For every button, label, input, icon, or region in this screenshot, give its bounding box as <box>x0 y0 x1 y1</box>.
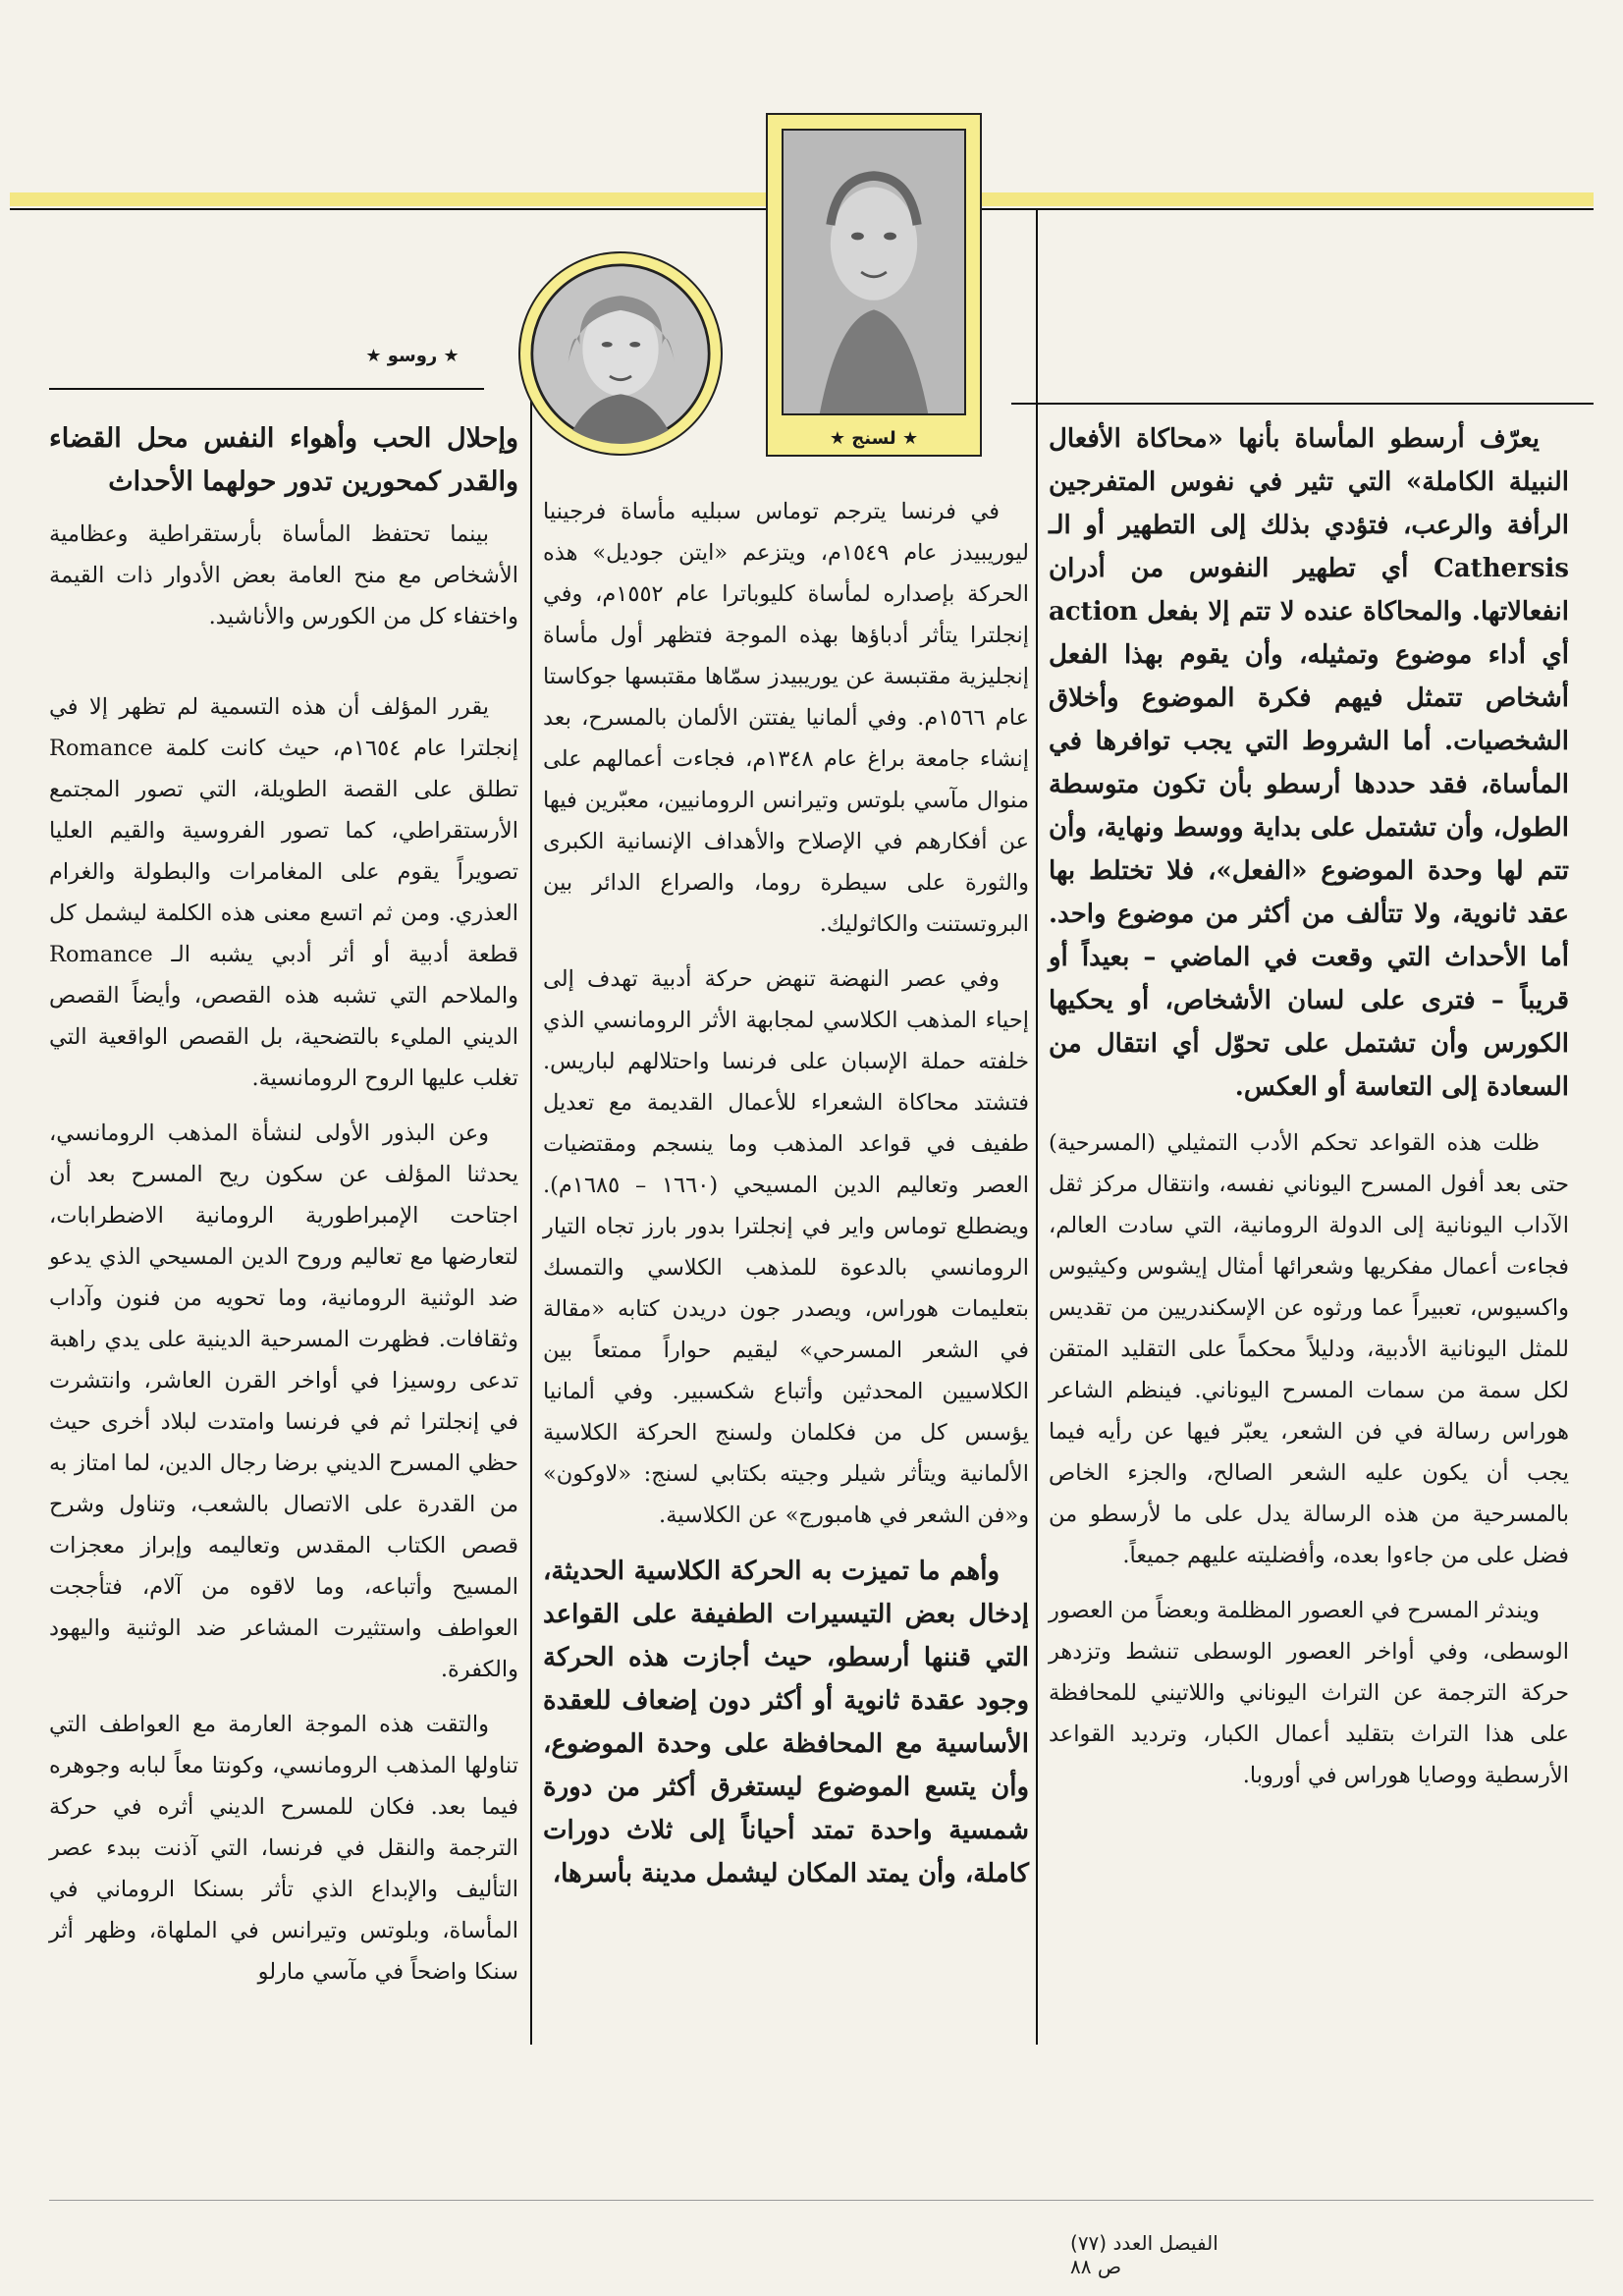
column-left <box>49 417 518 2006</box>
paragraph: ظلت هذه القواعد تحكم الأدب التمثيلي (المسرحية) حتى بعد أفول المسرح اليوناني نفسه، وانتقال مركز ثقل الآداب اليونانية إلى الدولة الرومانية، التي سادت العالم، فجاءت أعمال مفكريها وشعرائها أمثال إيشوس وكيثيوس واكسيوس، تعبيراً عما ورثوه عن الإسكندريين من تقديس للمثل اليونانية الأدبية، ودليلاً محكماً على التقليد المتقن لكل سمة من سمات المسرح اليوناني. فينظم الشاعر هوراس رسالة في فن الشعر، يعبّر فيها عن رأيه فيما يجب أن يكون عليه الشعر الصالح، والجزء الخاص بالمسرحية من هذه الرسالة يدل على ما لأرسطو من فضل على من جاءوا بعده، وأفضليته عليهم جميعاً. <box>1049 1130 1569 1568</box>
paragraph: في فرنسا يترجم توماس سبليه مأساة فرجينيا ليوريبيدز عام ١٥٤٩م، ويتزعم «ايتن جوديل» هذه الحركة بإصداره لمأساة كليوباترا عام ١٥٥٢م، وفي إنجلترا يتأثر أدباؤها بهذه الموجة فتظهر أول مأساة إنجليزية مقتبسة عن يوريبيدز سمّاها مقتبسها جوكاستا عام ١٥٦٦م. وفي ألمانيا يفتتن الألمان بالمسرح، بعد إنشاء جامعة براغ عام ١٣٤٨م، فجاءت أعمالهم على منوال مآسي بلوتس وتيرانس الرومانيين، معبّرين فيها عن أفكارهم في الإصلاح والأهداف الإنسانية الكبرى والثورة على سيطرة روما، والصراع الدائر بين البروتستنت والكاثوليك. <box>543 499 1030 937</box>
paragraph: والتقت هذه الموجة العارمة مع العواطف التي تناولها المذهب الرومانسي، وكونتا معاً لبابه وجوهره فيما بعد. فكان للمسرح الديني أثره في حركة الترجمة والنقل في فرنسا، التي آذنت ببدء عصر التأليف والإبداع الذي تأثر بسنكا الروماني في المأساة، وبلوتس وتيرانس في الملهاة، وظهر أثر سنكا واضحاً في مآسي مارلو <box>49 1712 518 1985</box>
rousseau-caption: ★ روسو ★ <box>365 346 460 366</box>
column-middle <box>543 491 1029 1909</box>
paragraph: وفي عصر النهضة تنهض حركة أدبية تهدف إلى إحياء المذهب الكلاسي لمجابهة الأثر الرومانسي الذي خلفته حملة الإسبان على فرنسا واحتلالهم لباريس. فتشتد محاكاة الشعراء للأعمال القديمة مع تعديل طفيف في قواعد المذهب وما ينسجم ومقتضيات العصر وتعاليم الدين المسيحي (١٦٦٠ – ١٦٨٥م). ويضطلع توماس واير في إنجلترا بدور بارز تجاه التيار الرومانسي بالدعوة للمذهب الكلاسي والتمسك بتعليمات هوراس، ويصدر جون دريدن كتابه «مقالة في الشعر المسرحي» ليقيم حواراً ممتعاً بين الكلاسيين المحدثين وأتباع شكسبير. وفي ألمانيا يؤسس كل من فكلمان ولسنج الحركة الكلاسية الألمانية ويتأثر شيلر وجيته بكتابي لسنج: «لاوكون» و«فن الشعر في هامبورج» عن الكلاسية. <box>543 966 1029 1528</box>
paragraph: يعرّف أرسطو المأساة بأنها «محاكاة الأفعال النبيلة الكاملة» التي تثير في نفوس المتفرجين الرأفة والرعب، فتؤدي بذلك إلى التطهير أو الـ Cathersis أي تطهير النفوس من أدران انفعالاتها. والمحاكاة عنده لا تتم إلا بفعل action أي أداء موضوع وتمثيله، وأن يقوم بهذا الفعل أشخاص تتمثل فيهم فكرة الموضوع وأخلاق الشخصيات. أما الشروط التي يجب توافرها في المأساة، فقد حددها أرسطو بأن تكون متوسطة الطول، وأن تشتمل على بداية ووسط ونهاية، وأن تتم لها وحدة الموضوع «الفعل»، فلا تختلط بها عقد ثانوية، ولا تتألف من أكثر من موضوع واحد. أما الأحداث التي وقعت في الماضي – بعيداً أو قريباً – فترى على لسان الأشخاص، أو يحكيها الكورس وأن تشتمل على تحوّل أي انتقال من السعادة إلى التعاسة أو العكس. <box>1049 424 1569 1102</box>
mid-rule-right <box>1011 403 1594 405</box>
lessing-portrait <box>782 129 966 415</box>
portrait-lessing-frame <box>766 113 982 457</box>
rousseau-portrait <box>520 253 721 454</box>
page-footer: الفيصل العدد (٧٧) ص ٨٨ <box>1070 2231 1218 2278</box>
paragraph: ويندثر المسرح في العصور المظلمة وبعضاً من العصور الوسطى، وفي أواخر العصور الوسطى تنشط وتزدهر حركة الترجمة عن التراث اليوناني واللاتيني للمحافظة على هذا التراث بتقليد أعمال الكبار، وترديد القواعد الأرسطية ووصايا هوراس في أوروبا. <box>1049 1598 1569 1788</box>
footer-rule <box>49 2200 1594 2201</box>
column-right <box>1049 417 1569 1810</box>
column-divider-2 <box>530 388 532 2045</box>
column-divider-1 <box>1036 208 1038 2045</box>
paragraph: يقرر المؤلف أن هذه التسمية لم تظهر إلا في إنجلترا عام ١٦٥٤م، حيث كانت كلمة Romance تطلق على القصة الطويلة، التي تصور المجتمع الأرستقراطي، كما تصور الفروسية والقيم العليا تصويراً يقوم على المغامرات والبطولة والغرام العذري. ومن ثم اتسع معنى هذه الكلمة ليشمل كل قطعة أدبية أو أثر أدبي يشبه الـ Romance والملاحم التي تشبه هذه القصص، وأيضاً القصص الديني المليء بالتضحية، بل القصص الواقعية التي تغلب عليها الروح الرومانسية. <box>49 694 518 1091</box>
portrait-rousseau-frame <box>511 246 734 457</box>
paragraph: وأهم ما تميزت به الحركة الكلاسية الحديثة، إدخال بعض التيسيرات الطفيفة على القواعد التي قننها أرسطو، حيث أجازت هذه الحركة وجود عقدة ثانوية أو أكثر دون إضعاف للعقدة الأساسية مع المحافظة على وحدة الموضوع، وأن يتسع الموضوع ليستغرق أكثر من دورة شمسية واحدة تمتد أحياناً إلى ثلاث دورات كاملة، وأن يمتد المكان ليشمل مدينة بأسرها، <box>543 1557 1029 1888</box>
paragraph: بينما تحتفظ المأساة بأرستقراطية وعظامية الأشخاص مع منح العامة بعض الأدوار ذات القيمة واختفاء كل من الكورس والأناشيد. <box>49 521 518 629</box>
section-heading: وإحلال الحب وأهواء النفس محل القضاء والقدر كمحورين تدور حولهما الأحداث <box>49 423 518 497</box>
lessing-caption: ★ لسنج ★ <box>829 428 919 449</box>
mid-rule-left <box>49 388 484 390</box>
paragraph: وعن البذور الأولى لنشأة المذهب الرومانسي، يحدثنا المؤلف عن سكون ريح المسرح بعد أن اجتاحت الإمبراطورية الرومانية الاضطرابات، لتعارضها مع تعاليم وروح الدين المسيحي الذي يدعو ضد الوثنية الرومانية، وما تحويه من فنون وآداب وثقافات. فظهرت المسرحية الدينية على يدي راهبة تدعى روسيزا في أواخر القرن العاشر، وانتشرت في إنجلترا ثم في فرنسا وامتدت لبلاد أخرى حيث حظي المسرح الديني برضا رجال الدين، لما امتاز به من القدرة على الاتصال بالشعب، وتناول وشرح قصص الكتاب المقدس وتعاليمه وإبراز معجزات المسيح وأتباعه، وما لاقوه من آلام، فتأججت العواطف واستثيرت المشاعر ضد الوثنية واليهود والكفرة. <box>49 1121 518 1682</box>
